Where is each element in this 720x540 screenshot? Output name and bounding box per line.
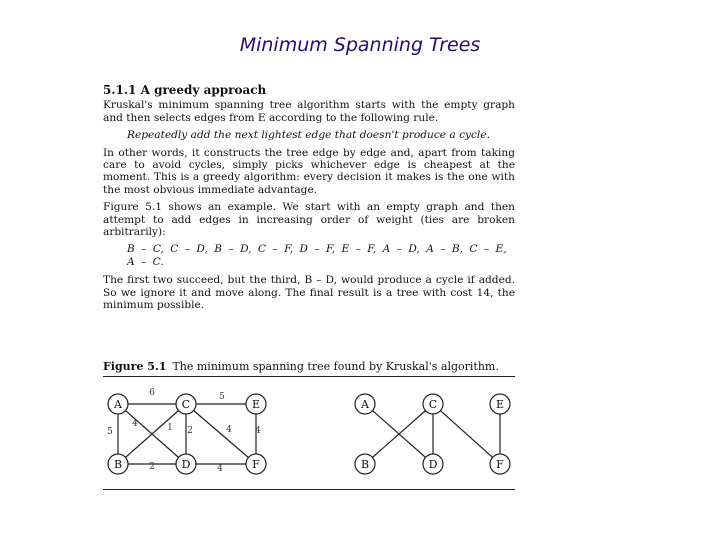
- graph-node-label: A: [114, 398, 122, 411]
- paragraph-greedy: In other words, it constructs the tree edge by edge and, apart from taking care to avoid cycles, simply picks whichever edge is cheapest at the moment. This is a greedy algorithm: every decision it makes is the one with the most obvious immediate advantage.: [103, 146, 515, 196]
- tree-node-label: D: [428, 458, 438, 471]
- edge-weight-label: 2: [149, 462, 155, 472]
- figure-top-rule: [103, 376, 515, 377]
- greedy-rule: Repeatedly add the next lightest edge that doesn't produce a cycle.: [127, 129, 490, 142]
- paragraph-example: Figure 5.1 shows an example. We start with an empty graph and then attempt to add edges in increasing order of weight (ties are broken arbitrarily):: [103, 201, 515, 239]
- graph-node-label: D: [181, 458, 191, 471]
- edge-weight-label: 6: [149, 388, 155, 398]
- edge-weight-label: 1: [167, 423, 173, 433]
- tree-node-label: C: [428, 398, 438, 411]
- weighted-graph: [107, 388, 266, 474]
- section-heading: 5.1.1 A greedy approach: [103, 83, 267, 97]
- tree-node-label: A: [361, 398, 369, 411]
- graph-node-label: F: [252, 458, 260, 471]
- tree-node-label: F: [496, 458, 504, 471]
- tree-edge-c-f: [440, 411, 492, 458]
- edge-weight-label: 2: [187, 426, 193, 436]
- spanning-tree: [355, 394, 510, 474]
- edge-order: B – C, C – D, B – D, C – F, D – F, E – F, A – D, A – B, C – E, A – C.: [127, 243, 507, 268]
- edge-weight-label: 4: [226, 425, 232, 435]
- paragraph-result: The first two succeed, but the third, B – D, would produce a cycle if added. So we ignore it and move along. The final result is a tree with cost 14, the minimum possible.: [103, 274, 515, 312]
- graph-node-label: E: [251, 398, 261, 411]
- paragraph-intro: Kruskal's minimum spanning tree algorithm starts with the empty graph and then selects edges from E according to the following rule.: [103, 99, 515, 124]
- figure-number: Figure 5.1: [103, 360, 167, 373]
- figure-caption: [103, 360, 515, 373]
- tree-node-label: B: [360, 458, 370, 471]
- edge-weight-label: 4: [217, 464, 223, 474]
- slide-title: Minimum Spanning Trees: [239, 34, 481, 56]
- graph-node-label: C: [181, 398, 191, 411]
- tree-node-label: E: [495, 398, 505, 411]
- figure-bottom-rule: [103, 489, 515, 490]
- edge-weight-label: 4: [132, 419, 138, 429]
- edge-weight-label: 5: [107, 427, 113, 437]
- graph-node-label: B: [113, 458, 123, 471]
- textbook-excerpt: [103, 84, 515, 317]
- kruskal-figure: [100, 384, 520, 484]
- figure-caption-text: The minimum spanning tree found by Kruskal's algorithm.: [172, 360, 499, 373]
- graph-edge-c-f: [194, 411, 249, 458]
- edge-weight-label: 4: [255, 426, 261, 436]
- edge-weight-label: 5: [219, 392, 225, 402]
